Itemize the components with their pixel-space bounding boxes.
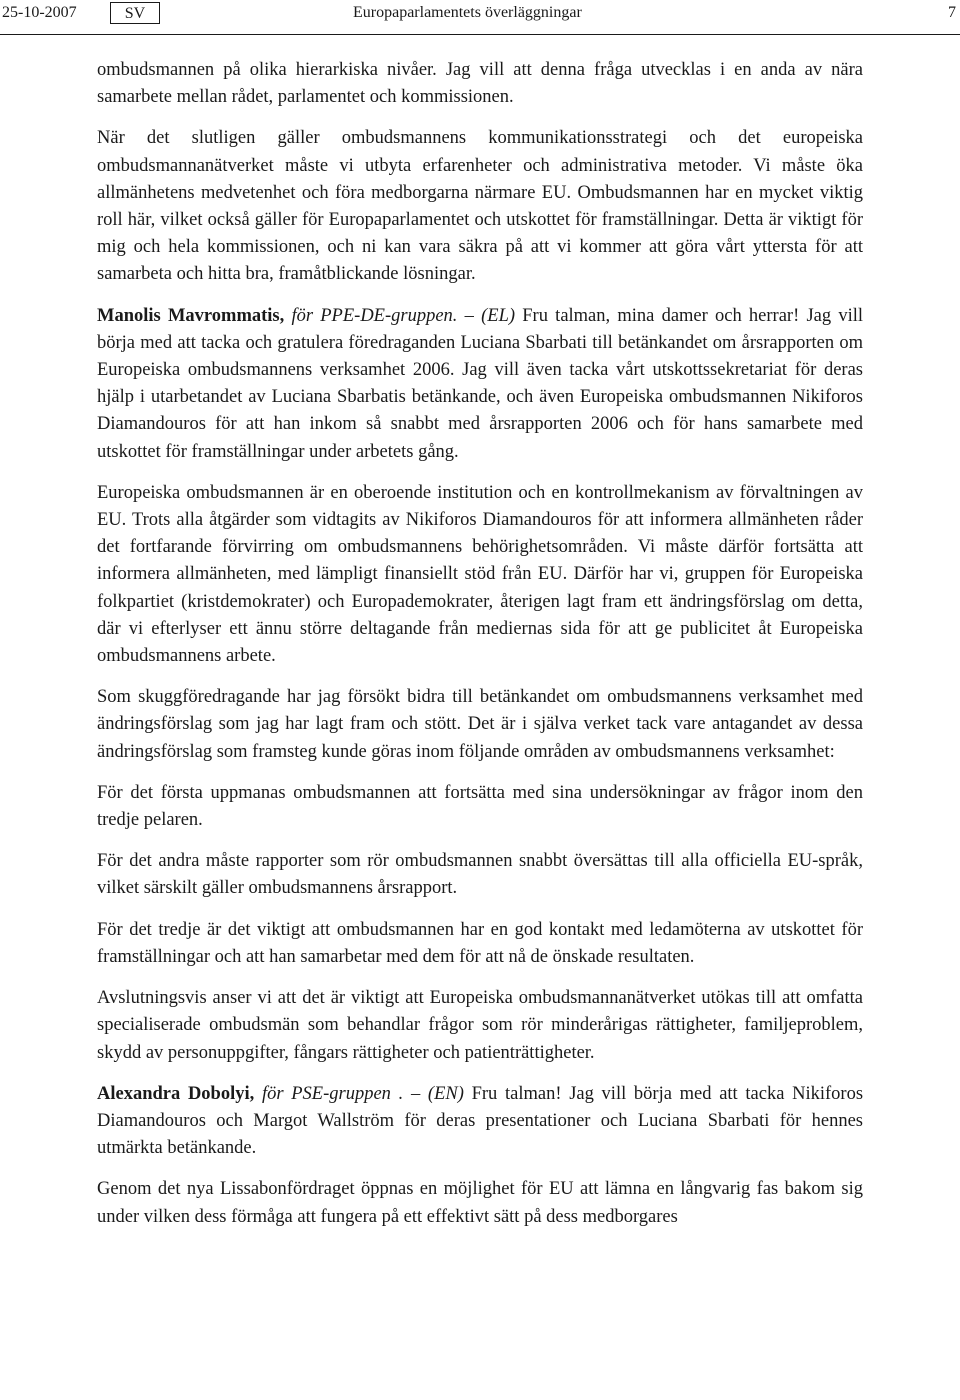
paragraph: ombudsmannen på olika hierarkiska nivåer. Jag vill att denna fråga utvecklas i en anda av nära samarbete mellan rådet, parlamentet och kommissionen. [97,60,863,108]
speech-text: Fru talman! Jag vill börja med att tacka Nikiforos Diamandouros och Margot Wallström för deras presentationer och Luciana Sbarbati för hennes utmärkta betänkande. [97,1083,864,1159]
paragraph: För det andra måste rapporter som rör ombudsmannen snabbt översättas till alla officiella EU-språk, vilket särskilt gäller ombudsmannens årsrapport. [97,851,863,899]
paragraph: Europeiska ombudsmannen är en oberoende institution och en kontrollmekanism av förvaltningen av EU. Trots alla åtgärder som vidtagits av Nikiforos Diamandouros för att informera allmänheten råder det fortfarande förvirring om ombudsmannens behörighetsområden. Vi måste därför fortsätta att informera allmänheten, med lämpligt finansiellt stöd från EU. Därför har vi, gruppen för Europeiska folkpartiet (kristdemokrater) och Europademokrater, återigen lagt fram ett ändringsförslag om detta, där vi efterlyser ett ännu större deltagande från mediernas sida för att ge publicitet åt Europeiska ombudsmannens arbete. [97,482,863,667]
header-title: Europaparlamentets överläggningar [353,4,582,21]
speech-paragraph [97,1081,863,1163]
page-number: 7 [948,4,956,21]
document-body [97,57,863,1245]
header-date: 25-10-2007 [2,4,77,21]
paragraph: För det tredje är det viktigt att ombudsmannen har en god kontakt med ledamöterna av utskottet för framställningar och att han samarbetar med dem för att nå de önskade resultaten. [97,919,863,967]
speech-text: Fru talman, mina damer och herrar! Jag vill börja med att tacka och gratulera föredraganden Luciana Sbarbati till betänkandet om årsrapporten om Europeiska ombudsmannens verksamhet 2006. Jag vill även tacka vårt utskottssekretariat för deras hjälp i utarbetandet av Luciana Sbarbatis betänkande, och även Europeiska ombudsmannen Nikiforos Diamandouros för att han inkom så snabbt med årsrapporten 2006 och för hans samarbete med utskottet för framställningar under arbetets gång. [97,305,864,462]
speech-paragraph [97,303,863,466]
speaker-group: för PPE-DE-gruppen. [291,305,458,326]
speaker-name: Manolis Mavrommatis, [97,305,285,326]
paragraph: Genom det nya Lissabonfördraget öppnas en möjlighet för EU att lämna en långvarig fas bakom sig under vilken dess förmåga att fungera på ett effektivt sätt på dess medborgares [97,1179,863,1227]
paragraph: Avslutningsvis anser vi att det är viktigt att Europeiska ombudsmannanätverket utökas till att omfatta specialiserade ombudsmän som behandlar frågor som rör minderårigas rättigheter, familjeproblem, skydd av personuppgifter, fångars rättigheter och patienträttigheter. [97,988,863,1063]
speaker-group: för PSE-gruppen . [261,1083,404,1104]
speech-language: – (EN) [410,1083,464,1104]
page-header [0,0,960,30]
paragraph: Som skuggföredragande har jag försökt bidra till betänkandet om ombudsmannens verksamhet med ändringsförslag som jag har lagt fram och stött. Det är i själva verket tack vare antagandet av dessa ändringsförslag som framsteg kunde göras inom följande områden av ombudsmannens verksamhet: [97,687,863,762]
speech-language: – (EL) [464,305,516,326]
paragraph: För det första uppmanas ombudsmannen att fortsätta med sina undersökningar av frågor inom den tredje pelaren. [97,782,863,831]
speaker-name: Alexandra Dobolyi, [97,1083,255,1104]
header-divider [0,34,960,35]
paragraph: När det slutligen gäller ombudsmannens kommunikationsstrategi och det europeiska ombudsmannanätverket måste vi utbyta erfarenheter och administrativa metoder. Vi måste öka allmänhetens medvetenhet och föra medborgarna närmare EU. Ombudsmannen har en mycket viktig roll här, vilket också gäller för Europaparlamentet och utskottet för framställningar. Detta är viktigt för mig och hela kommissionen, och ni kan vara säkra på att vi kommer att göra vårt yttersta för att samarbeta och hitta bra, framåtblickande lösningar. [97,128,863,285]
language-badge: SV [110,2,160,24]
